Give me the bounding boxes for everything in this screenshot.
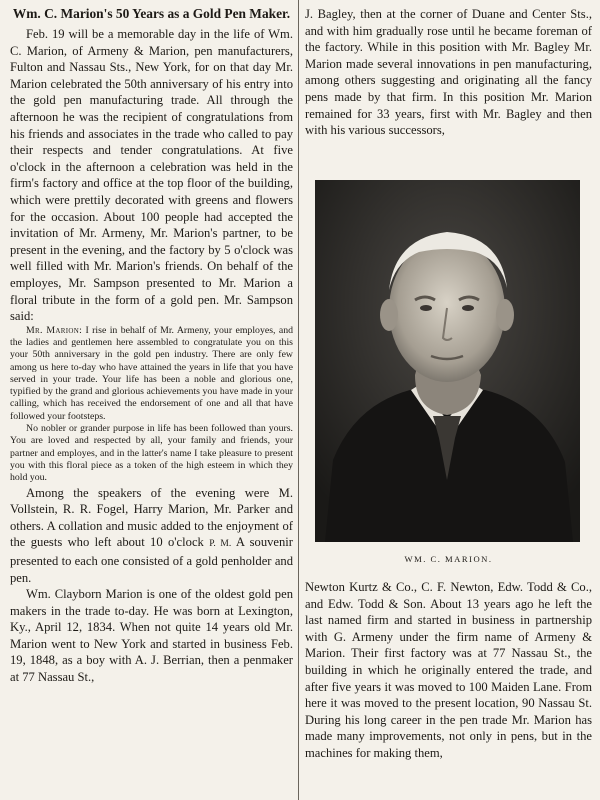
portrait-photo [315,180,580,542]
right-column-top [305,6,592,139]
left-column [10,6,293,686]
paragraph-celebration: Feb. 19 will be a memorable day in the life of Wm. C. Marion, of Armeny & Marion, pen manufacturers, Fulton and Nassau Sts., New York, for on that day Mr. Marion celebrated the 50th anniversary of his entry into the gold pen manufacturing trade. All through the afternoon he was the recipient of congratulations from his friends and associates in the trade who called to pay their respects and tender congratulations. At five o'clock in the afternoon a celebration was held in the firm's factory and office at the top floor of the building, which were prettily decorated with greens and flowers for the occasion. About 100 people had accepted the invitation of Mr. Armeny, Mr. Marion's partner, to be present in the evening, and the factory by 5 o'clock was well filled with Mr. Marion's friends. On behalf of the employes, Mr. Sampson presented to Mr. Marion a floral tribute in the form of a gold pen. Mr. Sampson said: [10,27,293,324]
paragraph-bagley: J. Bagley, then at the corner of Duane and Center Sts., and with him gradually rose until he became foreman of the factory. While in this position with Mr. Bagley Mr. Marion made several innovations in pen manufacturing, among others suggesting and originating all the fancy pens made by that firm. In this position Mr. Marion remained for 33 years, first with Mr. Bagley and then with his various successors, [305,7,592,138]
right-column-bottom [305,579,592,762]
speech-paragraph-2: No nobler or grander purpose in life has been followed than yours. You are loved and respected by all, your family and friends, your partner and employes, and in the latter's name I take pleasure to present you with this floral piece as a token of the high esteem in which they hold you. [10,423,293,484]
paragraph-speakers-text: Among the speakers of the evening were M. Vollstein, R. R. Fogel, Harry Marion, Mr. Parker and others. A collation and music added to the enjoyment of the guests who left about 10 o'clock [10,485,293,550]
column-divider [298,0,299,800]
speech-speaker: Mr. Marion: [26,324,83,336]
time-pm: P. M. [209,539,232,550]
speech-text-1: I rise in behalf of Mr. Armeny, your employes, and the ladies and gentlemen here assembled to congratulate you on this your 50th anniversary in the gold pen industry. There are only few among us here to-day who have attained the years in life that you have served in your trade. Your life has been a noble and glorious one, typified by the grand and glorious achievements you have made in your calling, which has received the endorsement of one and all that have followed your footsteps. [10,324,293,422]
speech-paragraph-1 [10,325,293,423]
paragraph-souvenir-text: A souvenir presented to each one consisted of a gold penholder and pen. [10,535,293,585]
article-headline: Wm. C. Marion's 50 Years as a Gold Pen Maker. [12,6,291,21]
paragraph-biography: Wm. Clayborn Marion is one of the oldest gold pen makers in the trade to-day. He was born at Lexington, Ky., April 12, 1834. When not quite 14 years old Mr. Marion went to New York and started in business Feb. 19, 1848, as a boy with A. J. Berrian, then a penmaker at 77 Nassau St., [10,587,293,685]
paragraph-partnership: Newton Kurtz & Co., C. F. Newton, Edw. Todd & Co., and Edw. Todd & Son. About 13 years ago he left the last named firm and started in business in partnership with G. Armeny under the firm name of Armeny & Marion. Their first factory was at 77 Nassau St., the building in which he originally entered the trade, and after five years it was moved to 100 Maiden Lane. From here it was moved to the present location, 90 Nassau St. During his long career in the pen trade Mr. Marion has made many improvements, not only in pens, but in the machines for making them, [305,580,592,760]
paragraph-speakers [10,485,293,587]
portrait-caption: WM. C. MARION. [404,554,493,564]
portrait-illustration [315,180,580,542]
speech-block [10,325,293,485]
